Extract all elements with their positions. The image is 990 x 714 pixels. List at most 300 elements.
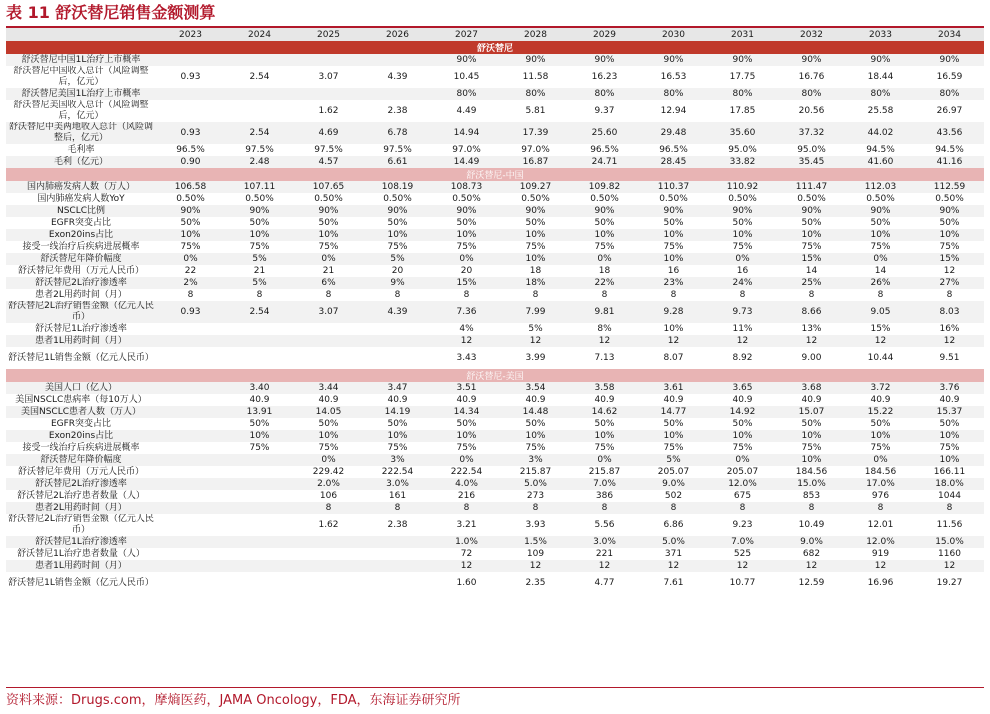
table-cell: 80%: [777, 88, 846, 100]
table-cell: 90%: [156, 205, 225, 217]
table-row: [6, 229, 984, 241]
forecast-table: [6, 28, 984, 594]
table-cell: 8: [501, 502, 570, 514]
table-cell: 2.54: [225, 122, 294, 144]
table-cell: 50%: [525, 419, 546, 429]
table-cell: 90%: [639, 54, 708, 66]
table-row: [6, 241, 984, 253]
table-cell: 18.0%: [915, 478, 984, 490]
table-cell: 25.60: [570, 122, 639, 144]
table-cell: 50%: [801, 218, 822, 228]
table-cell: [363, 536, 432, 548]
table-cell: 8: [601, 290, 608, 300]
table-row: [6, 181, 984, 193]
year-header: 2029: [570, 28, 639, 41]
table-cell: 10%: [915, 229, 984, 241]
table-cell: 5.0%: [639, 536, 708, 548]
table-cell: 1.0%: [432, 536, 501, 548]
table-cell: 16.53: [660, 72, 687, 82]
table-cell: 41.60: [846, 156, 915, 168]
table-cell: 2.54: [225, 301, 294, 323]
table-cell: 90%: [846, 54, 915, 66]
table-cell: 1.62: [318, 520, 339, 530]
table-cell: 75%: [663, 443, 684, 453]
table-cell: 90%: [570, 54, 639, 66]
table-cell: 14.34: [432, 406, 501, 418]
table-cell: 5.0%: [501, 478, 570, 490]
table-cell: 12: [777, 560, 846, 572]
table-cell: 26%: [846, 277, 915, 289]
table-cell: [156, 442, 225, 454]
table-cell: 18: [529, 266, 542, 276]
table-cell: 8: [463, 290, 470, 300]
table-cell: 8: [363, 502, 432, 514]
table-cell: 109.82: [570, 181, 639, 193]
table-cell: 6.61: [363, 156, 432, 168]
table-cell: 75%: [525, 242, 546, 252]
row-label: 舒沃替尼中国1L治疗上市概率: [6, 54, 156, 66]
table-row: [6, 54, 984, 66]
table-cell: 110.92: [708, 181, 777, 193]
table-cell: 8: [639, 502, 708, 514]
table-cell: 0%: [846, 253, 915, 265]
table-row: [6, 205, 984, 217]
table-cell: 75%: [732, 443, 753, 453]
table-cell: 8: [670, 290, 677, 300]
table-cell: 10.44: [867, 353, 894, 363]
table-cell: 4.77: [594, 578, 615, 588]
table-cell: 10%: [570, 430, 639, 442]
table-cell: 50%: [456, 419, 477, 429]
source-note: 资料来源：Drugs.com，摩熵医药，JAMA Oncology，FDA，东海证券研究所: [6, 693, 461, 708]
table-row: [6, 418, 984, 430]
table-cell: 9.28: [639, 301, 708, 323]
table-cell: 106: [319, 491, 338, 501]
table-cell: 7.0%: [708, 536, 777, 548]
table-cell: [156, 54, 225, 66]
table-cell: 5%: [225, 253, 294, 265]
table-cell: 8: [256, 290, 263, 300]
table-cell: 8: [570, 502, 639, 514]
table-cell: 0.93: [180, 72, 201, 82]
table-cell: 184.56: [864, 467, 897, 477]
table-cell: 90%: [777, 54, 846, 66]
table-cell: 97.5%: [383, 145, 412, 155]
table-cell: 15%: [915, 253, 984, 265]
table-cell: 80%: [846, 88, 915, 100]
table-cell: 37.32: [777, 122, 846, 144]
table-row: [6, 514, 984, 536]
table-cell: 3.65: [708, 382, 777, 394]
table-row: [6, 478, 984, 490]
table-cell: 75%: [870, 443, 891, 453]
table-row: [6, 548, 984, 560]
table-cell: 3.40: [225, 382, 294, 394]
table-cell: 15%: [870, 324, 891, 334]
table-cell: 75%: [801, 443, 822, 453]
table-cell: 112.59: [915, 181, 984, 193]
table-cell: [156, 466, 225, 478]
table-cell: 0.90: [156, 156, 225, 168]
table-cell: 8: [432, 502, 501, 514]
table-cell: 0%: [708, 454, 777, 466]
table-cell: 8: [187, 290, 194, 300]
table-cell: 0.50%: [797, 194, 826, 204]
table-cell: 8: [915, 502, 984, 514]
table-cell: 216: [457, 491, 476, 501]
row-label: 舒沃替尼美国1L治疗上市概率: [6, 88, 156, 100]
table-cell: 75%: [318, 443, 339, 453]
table-cell: 107.65: [294, 181, 363, 193]
table-cell: 9.23: [732, 520, 753, 530]
table-cell: 26.97: [936, 106, 963, 116]
section-header-row: [6, 369, 984, 382]
table-row: [6, 66, 984, 88]
table-cell: 29.48: [639, 122, 708, 144]
table-cell: 23%: [639, 277, 708, 289]
table-cell: 10.45: [453, 72, 480, 82]
table-cell: 10%: [501, 430, 570, 442]
table-cell: 0%: [570, 454, 639, 466]
table-cell: 75%: [525, 443, 546, 453]
table-row: [6, 536, 984, 548]
table-cell: 9.37: [594, 106, 615, 116]
table-cell: 10.77: [729, 578, 756, 588]
table-cell: [156, 536, 225, 548]
header-row: [6, 28, 984, 41]
table-cell: 41.16: [915, 156, 984, 168]
table-cell: 90%: [570, 205, 639, 217]
table-cell: 4.39: [387, 72, 408, 82]
table-cell: 40.9: [663, 395, 684, 405]
table-cell: 222.54: [450, 467, 483, 477]
row-label: 毛利率: [67, 144, 95, 155]
table-cell: 10.49: [798, 520, 825, 530]
row-label: Exon20ins占比: [6, 430, 156, 442]
table-cell: 90%: [915, 205, 984, 217]
table-cell: 8: [846, 502, 915, 514]
section-title: 舒沃替尼: [6, 41, 984, 54]
table-cell: 75%: [387, 242, 408, 252]
table-cell: 50%: [318, 419, 339, 429]
table-cell: 16.23: [591, 72, 618, 82]
table-cell: 682: [802, 549, 821, 559]
table-cell: 12.59: [798, 578, 825, 588]
table-cell: 12: [846, 335, 915, 347]
table-cell: 3.0%: [363, 478, 432, 490]
table-cell: 3.76: [915, 382, 984, 394]
table-cell: 90%: [639, 205, 708, 217]
table-cell: 75%: [939, 443, 960, 453]
table-cell: 5%: [639, 454, 708, 466]
table-cell: 43.56: [915, 122, 984, 144]
table-row: [6, 144, 984, 156]
table-cell: [294, 548, 363, 560]
table-cell: 75%: [801, 242, 822, 252]
table-cell: 90%: [432, 205, 501, 217]
table-cell: 25%: [777, 277, 846, 289]
row-label: 美国NSCLC患病率（每10万人）: [15, 394, 147, 405]
table-cell: 853: [802, 491, 821, 501]
table-cell: 10%: [777, 454, 846, 466]
table-cell: 0.93: [156, 122, 225, 144]
table-cell: [156, 454, 225, 466]
table-cell: 14.19: [363, 406, 432, 418]
table-cell: 40.9: [801, 395, 822, 405]
table-cell: 12: [777, 335, 846, 347]
year-header: 2033: [846, 28, 915, 41]
table-cell: 40.9: [939, 395, 960, 405]
table-cell: 502: [664, 491, 683, 501]
table-cell: 75%: [594, 443, 615, 453]
table-row: [6, 466, 984, 478]
table-cell: 12: [846, 560, 915, 572]
table-cell: [225, 502, 294, 514]
row-label: 舒沃替尼2L治疗销售金额（亿元人民币）: [8, 514, 154, 535]
table-cell: 24.71: [570, 156, 639, 168]
table-cell: 2.0%: [294, 478, 363, 490]
table-cell: 90%: [708, 54, 777, 66]
table-cell: 13%: [801, 324, 822, 334]
row-label: 患者2L用药时间（月）: [6, 502, 156, 514]
table-cell: 90%: [501, 54, 570, 66]
table-cell: 111.47: [777, 181, 846, 193]
table-cell: 229.42: [312, 467, 345, 477]
row-label: 国内肺癌发病人数YoY: [37, 193, 125, 204]
table-row: [6, 335, 984, 347]
table-cell: 4.69: [294, 122, 363, 144]
table-cell: 10%: [915, 454, 984, 466]
table-cell: 3.0%: [570, 536, 639, 548]
table-cell: 166.11: [933, 467, 966, 477]
table-cell: 110.37: [639, 181, 708, 193]
table-cell: 75%: [249, 242, 270, 252]
table-cell: 90%: [225, 205, 294, 217]
table-cell: 12: [432, 560, 501, 572]
year-header: 2028: [501, 28, 570, 41]
table-cell: 14.92: [708, 406, 777, 418]
table-cell: 9.0%: [777, 536, 846, 548]
table-cell: 15.37: [915, 406, 984, 418]
table-cell: 3.47: [363, 382, 432, 394]
table-cell: 94.5%: [935, 145, 964, 155]
table-cell: 8%: [597, 324, 612, 334]
table-cell: 14: [874, 266, 887, 276]
table-cell: 50%: [939, 218, 960, 228]
table-cell: [363, 560, 432, 572]
table-cell: 215.87: [519, 467, 552, 477]
table-cell: 12: [501, 335, 570, 347]
table-cell: 10%: [501, 253, 570, 265]
table-cell: 10%: [225, 430, 294, 442]
table-cell: 35.45: [777, 156, 846, 168]
table-cell: [225, 347, 294, 369]
table-cell: 1044: [938, 491, 961, 501]
table-cell: 21: [253, 266, 266, 276]
table-cell: 90%: [432, 54, 501, 66]
table-cell: 108.73: [432, 181, 501, 193]
table-row: [6, 454, 984, 466]
table-cell: 7.36: [432, 301, 501, 323]
table-cell: 17.85: [729, 106, 756, 116]
table-cell: 976: [871, 491, 890, 501]
table-cell: 10%: [156, 229, 225, 241]
table-cell: 90%: [501, 205, 570, 217]
table-cell: 97.5%: [314, 145, 343, 155]
table-cell: 50%: [870, 218, 891, 228]
row-label: 舒沃替尼1L销售金额（亿元人民币）: [8, 352, 154, 363]
table-cell: 0.50%: [176, 194, 205, 204]
table-row: [6, 122, 984, 144]
table-cell: [156, 430, 225, 442]
table-cell: 8: [294, 502, 363, 514]
table-cell: [225, 548, 294, 560]
table-cell: 14.48: [501, 406, 570, 418]
table-cell: 12.0%: [708, 478, 777, 490]
table-cell: 12.0%: [846, 536, 915, 548]
section-header-row: [6, 41, 984, 54]
table-cell: [294, 323, 363, 335]
table-cell: 1.60: [456, 578, 477, 588]
table-cell: 106.58: [156, 181, 225, 193]
table-cell: 16.96: [867, 578, 894, 588]
row-label: 舒沃替尼年降价幅度: [6, 253, 156, 265]
table-cell: [156, 347, 225, 369]
table-cell: 96.5%: [590, 145, 619, 155]
table-cell: 10%: [432, 430, 501, 442]
table-cell: 50%: [525, 218, 546, 228]
year-header: 2027: [432, 28, 501, 41]
table-cell: 8: [532, 290, 539, 300]
table-cell: [294, 54, 363, 66]
row-label: 舒沃替尼2L治疗销售金额（亿元人民币）: [6, 301, 156, 323]
table-cell: 9.0%: [639, 478, 708, 490]
table-cell: 95.0%: [797, 145, 826, 155]
table-row: [6, 217, 984, 229]
table-cell: 3.21: [456, 520, 477, 530]
table-cell: 40.9: [732, 395, 753, 405]
table-cell: 22%: [570, 277, 639, 289]
table-cell: 40.9: [318, 395, 339, 405]
table-row: [6, 406, 984, 418]
table-cell: [225, 536, 294, 548]
table-cell: 10%: [708, 430, 777, 442]
table-cell: 112.03: [846, 181, 915, 193]
table-cell: [225, 490, 294, 502]
table-row: [6, 156, 984, 168]
table-cell: 10%: [639, 430, 708, 442]
table-cell: 10%: [639, 229, 708, 241]
table-cell: [294, 347, 363, 369]
table-cell: 3.93: [525, 520, 546, 530]
row-label: 美国人口（亿人）: [6, 382, 156, 394]
table-cell: 12.94: [660, 106, 687, 116]
table-cell: 2%: [156, 277, 225, 289]
table-cell: 7.99: [501, 301, 570, 323]
table-cell: 3.61: [639, 382, 708, 394]
table-cell: 40.9: [525, 395, 546, 405]
table-cell: 90%: [363, 205, 432, 217]
table-row: [6, 301, 984, 323]
table-cell: 35.60: [708, 122, 777, 144]
table-cell: [294, 572, 363, 594]
table-cell: 3.68: [777, 382, 846, 394]
row-label: EGFR突变占比: [50, 217, 112, 228]
table-cell: 108.19: [363, 181, 432, 193]
table-cell: 75%: [870, 242, 891, 252]
table-cell: 12: [570, 560, 639, 572]
row-label: EGFR突变占比: [50, 418, 112, 429]
table-cell: 15.22: [846, 406, 915, 418]
table-cell: [294, 560, 363, 572]
table-cell: 10%: [363, 229, 432, 241]
table-cell: 3.72: [846, 382, 915, 394]
table-cell: 109.27: [501, 181, 570, 193]
row-label: 舒沃替尼1L治疗渗透率: [35, 323, 127, 334]
table-row: [6, 394, 984, 406]
table-cell: 8: [325, 290, 332, 300]
table-row: [6, 572, 984, 594]
table-cell: 6.86: [663, 520, 684, 530]
table-cell: 2.35: [525, 578, 546, 588]
table-cell: 8.07: [663, 353, 684, 363]
table-cell: 4.0%: [432, 478, 501, 490]
table-cell: 80%: [639, 88, 708, 100]
table-cell: 75%: [939, 242, 960, 252]
table-cell: 94.5%: [866, 145, 895, 155]
table-cell: 0.50%: [314, 194, 343, 204]
table-cell: 15%: [432, 277, 501, 289]
row-label: 舒沃替尼中美两地收入总计（风险调整后，亿元）: [6, 122, 156, 144]
row-label: 患者1L用药时间（月）: [6, 560, 156, 572]
table-cell: 75%: [732, 242, 753, 252]
table-cell: 75%: [249, 443, 270, 453]
table-row: [6, 560, 984, 572]
table-cell: 12: [915, 335, 984, 347]
table-cell: [363, 335, 432, 347]
table-cell: 50%: [732, 218, 753, 228]
table-cell: 14.94: [432, 122, 501, 144]
table-cell: 386: [595, 491, 614, 501]
table-cell: 525: [733, 549, 752, 559]
table-cell: 1.62: [318, 106, 339, 116]
table-cell: 0.50%: [245, 194, 274, 204]
table-cell: 75%: [180, 242, 201, 252]
row-label: Exon20ins占比: [6, 229, 156, 241]
table-row: [6, 100, 984, 122]
table-cell: [156, 100, 225, 122]
table-cell: [156, 548, 225, 560]
row-label: 舒沃替尼2L治疗渗透率: [6, 478, 156, 490]
table-cell: [156, 514, 225, 536]
table-cell: 14.77: [639, 406, 708, 418]
table-cell: 24%: [708, 277, 777, 289]
table-cell: 12: [639, 335, 708, 347]
row-label: 舒沃替尼年费用（万元人民币）: [17, 466, 144, 477]
row-label: 舒沃替尼美国收入总计（风险调整后，亿元）: [13, 100, 149, 121]
table-row: [6, 193, 984, 205]
table-cell: 161: [388, 491, 407, 501]
table-cell: 2.48: [225, 156, 294, 168]
table-cell: 17.39: [501, 122, 570, 144]
table-cell: 40.9: [456, 395, 477, 405]
table-cell: 50%: [594, 419, 615, 429]
table-cell: 7.13: [594, 353, 615, 363]
table-cell: 3%: [363, 454, 432, 466]
table-cell: 75%: [594, 242, 615, 252]
table-cell: 9.00: [801, 353, 822, 363]
table-cell: 50%: [870, 419, 891, 429]
